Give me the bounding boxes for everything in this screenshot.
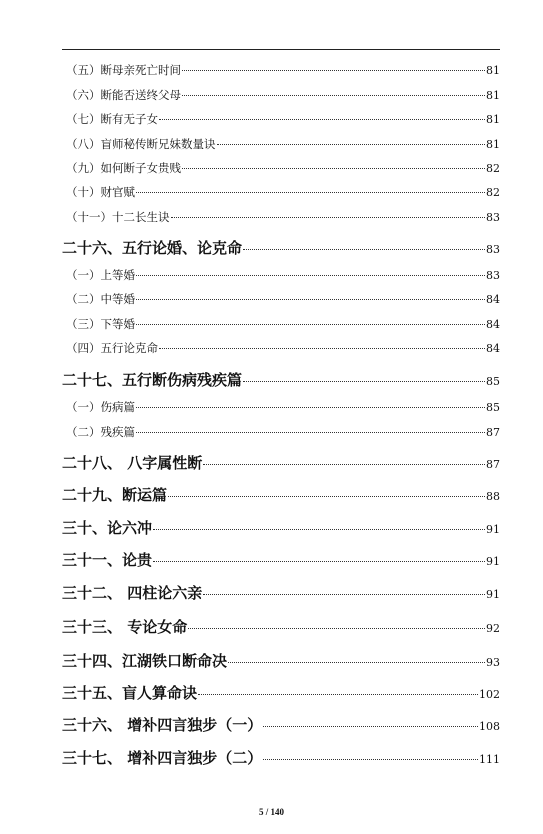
toc-entry-page-number: 82 [486,186,500,199]
dot-leader [136,407,485,408]
toc-entry[interactable] [62,424,500,440]
toc-entry[interactable] [62,267,500,283]
toc-entry-page-number: 87 [486,426,500,439]
toc-entry-title: 三十一、论贵 [62,551,153,569]
toc-entry[interactable] [62,682,500,702]
toc-entry-page-number: 111 [479,753,500,766]
dot-leader [153,561,485,562]
toc-entry-page-number: 88 [486,490,500,503]
dot-leader [159,348,485,349]
toc-entry[interactable] [62,111,500,127]
toc-entry-title: 二十七、五行断伤病残疾篇 [62,371,243,389]
dot-leader [136,192,485,193]
toc-entry-page-number: 108 [479,720,500,733]
dot-leader [203,464,485,465]
toc-entry-title: （八）盲师秘传断兄妹数量诀 [66,137,216,151]
dot-leader [153,529,485,530]
toc-entry[interactable] [62,399,500,415]
dot-leader [198,694,478,695]
toc-entry-page-number: 85 [486,375,500,388]
toc-entry-title: （一）伤病篇 [66,400,135,414]
toc-entry[interactable] [62,549,500,569]
toc-entry-title: 三十、论六冲 [62,519,153,537]
toc-entry-title: （十）财官赋 [66,185,135,199]
toc-entry-page-number: 84 [486,342,500,355]
toc-entry[interactable] [62,369,500,389]
toc-entry-page-number: 83 [486,269,500,282]
toc-entry-title: 三十七、 增补四言独步（二） [62,749,263,767]
toc-entry-title: 三十三、 专论女命 [62,618,188,636]
toc-entry-page-number: 81 [486,113,500,126]
toc-entry-title: 二十六、五行论婚、论克命 [62,239,243,257]
toc-entry[interactable] [62,747,500,767]
dot-leader [188,628,485,629]
dot-leader [182,95,485,96]
dot-leader [136,324,485,325]
toc-entry[interactable] [62,237,500,257]
toc-entry-page-number: 102 [479,688,500,701]
toc-entry-page-number: 83 [486,243,500,256]
dot-leader [159,119,485,120]
toc-entry[interactable] [62,616,500,636]
toc-entry[interactable] [62,136,500,152]
dot-leader [217,144,486,145]
toc-entry-title: 三十五、盲人算命诀 [62,684,198,702]
toc-entry-title: （二）中等婚 [66,292,135,306]
toc-entry[interactable] [62,517,500,537]
toc-entry[interactable] [62,209,500,225]
toc-entry-title: （七）断有无子女 [66,112,158,126]
toc-entry-page-number: 92 [486,622,500,635]
toc-entry-page-number: 84 [486,318,500,331]
dot-leader [243,381,485,382]
toc-entry-page-number: 85 [486,401,500,414]
dot-leader [168,496,485,497]
toc-entry[interactable] [62,340,500,356]
toc-entry-title: 二十九、断运篇 [62,486,168,504]
toc-entry[interactable] [62,484,500,504]
toc-entry-page-number: 81 [486,138,500,151]
toc-entry-title: 三十四、江湖铁口断命决 [62,652,228,670]
dot-leader [263,726,478,727]
dot-leader [182,168,485,169]
toc-entry-title: （四）五行论克命 [66,341,158,355]
dot-leader [171,217,486,218]
dot-leader [136,299,485,300]
toc-entry[interactable] [62,650,500,670]
toc-entry[interactable] [62,291,500,307]
toc-entry-page-number: 81 [486,64,500,77]
dot-leader [228,662,485,663]
toc-entry[interactable] [62,714,500,734]
toc-entry-title: （五）断母亲死亡时间 [66,63,181,77]
toc-entry[interactable] [62,316,500,332]
toc-entry[interactable] [62,160,500,176]
toc-entry-page-number: 93 [486,656,500,669]
toc-entry-title: （一）上等婚 [66,268,135,282]
toc-entry-page-number: 81 [486,89,500,102]
toc-entry-title: （三）下等婚 [66,317,135,331]
toc-entry-page-number: 91 [486,555,500,568]
toc-entry-title: 二十八、 八字属性断 [62,454,203,472]
toc-entry[interactable] [62,62,500,78]
toc-entry-page-number: 84 [486,293,500,306]
toc-entry-title: （二）残疾篇 [66,425,135,439]
toc-entry[interactable] [62,87,500,103]
toc-entry-title: （九）如何断子女贵贱 [66,161,181,175]
toc-entry[interactable] [62,582,500,602]
toc-entry-page-number: 91 [486,523,500,536]
dot-leader [136,275,485,276]
toc-entry-title: （十一）十二长生诀 [66,210,170,224]
toc-entry-page-number: 83 [486,211,500,224]
dot-leader [263,759,478,760]
page-indicator: 5 / 140 [258,807,284,817]
dot-leader [182,70,485,71]
dot-leader [136,432,485,433]
table-of-contents [62,0,500,834]
toc-entry[interactable] [62,184,500,200]
dot-leader [243,249,485,250]
dot-leader [203,594,485,595]
toc-entry-page-number: 82 [486,162,500,175]
toc-entry[interactable] [62,452,500,472]
toc-entry-title: 三十二、 四柱论六亲 [62,584,203,602]
toc-entry-title: （六）断能否送终父母 [66,88,181,102]
toc-entry-title: 三十六、 增补四言独步（一） [62,716,263,734]
toc-entry-page-number: 87 [486,458,500,471]
toc-entry-page-number: 91 [486,588,500,601]
